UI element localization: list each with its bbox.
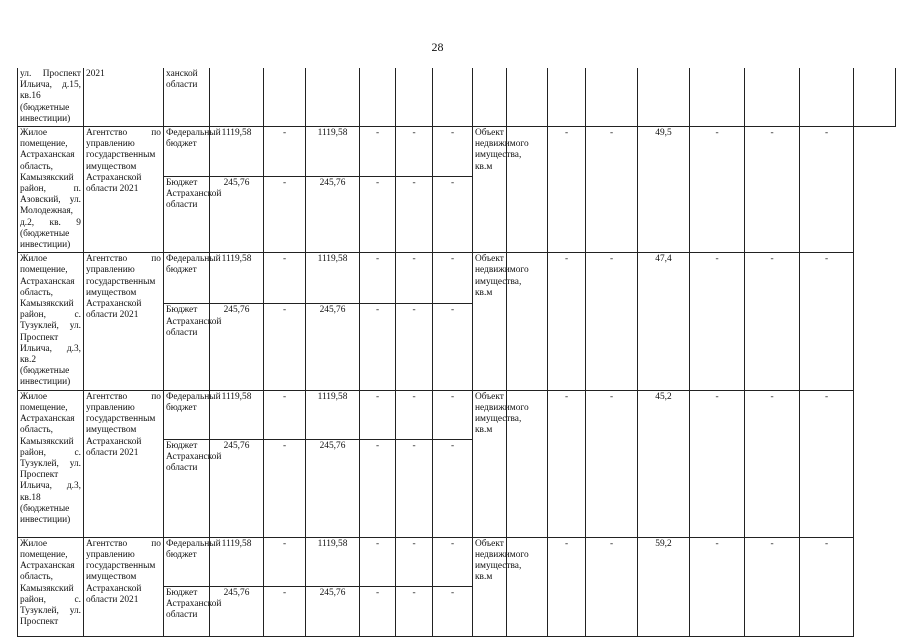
table-row <box>18 253 896 304</box>
empty-cell <box>264 68 306 127</box>
value-cell: - <box>264 439 306 537</box>
value-cell: - <box>396 253 433 304</box>
table-row <box>18 390 896 439</box>
value-cell: - <box>433 304 473 390</box>
table-row <box>18 127 896 177</box>
indicator-value-cell: - <box>586 537 638 636</box>
agency-cell: Агентство по управлению государственным имуществом Астраханской области 2021 <box>84 390 164 537</box>
value-cell: 245,76 <box>210 304 264 390</box>
indicator-value-cell: - <box>745 537 800 636</box>
indicator-value-cell: - <box>690 253 745 390</box>
agency-cell: Агентство по управлению государственным имуществом Астраханской области 2021 <box>84 127 164 253</box>
value-cell: 1119,58 <box>306 537 360 586</box>
empty-cell <box>210 68 264 127</box>
budget-source-cell: Федеральный бюджет <box>164 127 210 177</box>
value-cell: 1119,58 <box>210 253 264 304</box>
value-cell: - <box>360 390 396 439</box>
value-cell: 245,76 <box>210 586 264 636</box>
indicator-value-cell: - <box>745 253 800 390</box>
indicator-value-cell: - <box>690 537 745 636</box>
empty-cell <box>473 68 507 127</box>
indicator-value-cell: - <box>745 390 800 537</box>
value-cell: - <box>396 537 433 586</box>
indicator-value-cell: - <box>548 127 586 253</box>
budget-source-cell: Бюджет Астраханской области <box>164 176 210 253</box>
indicator-value-cell: - <box>586 127 638 253</box>
value-cell: 1119,58 <box>210 127 264 177</box>
value-cell: - <box>433 537 473 586</box>
value-cell: - <box>360 537 396 586</box>
indicator-value-cell: - <box>548 537 586 636</box>
budget-source-cell: Бюджет Астраханской области <box>164 586 210 636</box>
table-row <box>18 68 896 127</box>
empty-cell <box>433 68 473 127</box>
value-cell: - <box>360 176 396 253</box>
indicator-value-cell: - <box>548 390 586 537</box>
indicator-value-cell: - <box>586 253 638 390</box>
indicator-value-cell: - <box>800 253 854 390</box>
agency-cell: Агентство по управлению государственным имуществом Астраханской области 2021 <box>84 253 164 390</box>
value-cell: 1119,58 <box>306 390 360 439</box>
address-cell: Жилое помещение, Астраханская область, Камызякский район, с. Тузуклей, ул. Проспект Ильича, д.3, кв.18 (бюджетные инвестиции) <box>18 390 84 537</box>
value-cell: 1119,58 <box>210 537 264 586</box>
indicator-cell: Объект недвижимого имущества, кв.м <box>473 127 507 253</box>
value-cell: - <box>396 390 433 439</box>
budget-source-cell: Федеральный бюджет <box>164 253 210 304</box>
budget-source-cell: Бюджет Астраханской области <box>164 304 210 390</box>
value-cell: 1119,58 <box>306 253 360 304</box>
empty-cell <box>548 68 586 127</box>
indicator-value-cell: - <box>586 390 638 537</box>
value-cell: - <box>264 176 306 253</box>
value-cell: - <box>396 176 433 253</box>
value-cell: - <box>433 586 473 636</box>
indicator-value-cell: 59,2 <box>638 537 690 636</box>
empty-cell <box>690 68 745 127</box>
value-cell: - <box>264 304 306 390</box>
table-row <box>18 537 896 586</box>
empty-cell <box>638 68 690 127</box>
value-cell: - <box>396 439 433 537</box>
value-cell: 245,76 <box>306 176 360 253</box>
indicator-value-cell: - <box>690 390 745 537</box>
indicator-value-cell: - <box>800 390 854 537</box>
indicator-value-cell: 47,4 <box>638 253 690 390</box>
indicator-value-cell: - <box>800 537 854 636</box>
indicator-value-cell: 45,2 <box>638 390 690 537</box>
value-cell: 1119,58 <box>306 127 360 177</box>
budget-source-cell: Бюджет Астраханской области <box>164 439 210 537</box>
value-cell: - <box>396 586 433 636</box>
value-cell: 245,76 <box>306 586 360 636</box>
empty-cell <box>800 68 854 127</box>
address-cell: Жилое помещение, Астраханская область, Камызякский район, с. Тузуклей, ул. Проспект Ильича, д.3, кв.2 (бюджетные инвестиции) <box>18 253 84 390</box>
value-cell: - <box>264 390 306 439</box>
empty-cell <box>507 68 548 127</box>
indicator-cell: Объект недвижимого имущества, кв.м <box>473 537 507 636</box>
indicator-value-cell: - <box>800 127 854 253</box>
value-cell: - <box>264 253 306 304</box>
address-cell: Жилое помещение, Астраханская область, Камызякский район, с. Тузуклей, ул. Проспект <box>18 537 84 636</box>
value-cell: - <box>360 253 396 304</box>
address-cell: Жилое помещение, Астраханская область, Камызякский район, п. Азовский, ул. Молодежная, д.2, кв. 9 (бюджетные инвестиции) <box>18 127 84 253</box>
value-cell: 245,76 <box>306 439 360 537</box>
value-cell: 245,76 <box>210 176 264 253</box>
empty-cell <box>360 68 396 127</box>
value-cell: - <box>360 127 396 177</box>
budget-source-cell: ханской области <box>164 68 210 127</box>
address-cell: ул. Проспект Ильича, д.15, кв.16 (бюджетные инвестиции) <box>18 68 84 127</box>
value-cell: - <box>433 439 473 537</box>
empty-cell <box>745 68 800 127</box>
value-cell: - <box>433 176 473 253</box>
value-cell: - <box>264 586 306 636</box>
indicator-cell: Объект недвижимого имущества, кв.м <box>473 390 507 537</box>
value-cell: - <box>433 127 473 177</box>
value-cell: - <box>264 537 306 586</box>
value-cell: - <box>264 127 306 177</box>
empty-cell <box>396 68 433 127</box>
value-cell: - <box>360 439 396 537</box>
value-cell: - <box>433 390 473 439</box>
indicator-value-cell: - <box>745 127 800 253</box>
value-cell: - <box>360 304 396 390</box>
budget-source-cell: Федеральный бюджет <box>164 390 210 439</box>
empty-cell <box>306 68 360 127</box>
indicator-value-cell: 49,5 <box>638 127 690 253</box>
value-cell: 245,76 <box>210 439 264 537</box>
indicator-cell: Объект недвижимого имущества, кв.м <box>473 253 507 390</box>
value-cell: - <box>433 253 473 304</box>
value-cell: 245,76 <box>306 304 360 390</box>
agency-cell: Агентство по управлению государственным имуществом Астраханской области 2021 <box>84 537 164 636</box>
indicator-value-cell: - <box>548 253 586 390</box>
page-number: 28 <box>431 40 444 54</box>
value-cell: - <box>396 304 433 390</box>
table-wrapper <box>17 68 896 637</box>
indicator-value-cell: - <box>690 127 745 253</box>
empty-cell <box>854 68 896 127</box>
value-cell: - <box>360 586 396 636</box>
empty-cell <box>586 68 638 127</box>
budget-source-cell: Федеральный бюджет <box>164 537 210 586</box>
value-cell: 1119,58 <box>210 390 264 439</box>
value-cell: - <box>396 127 433 177</box>
budget-table <box>17 68 896 637</box>
agency-cell: 2021 <box>84 68 164 127</box>
